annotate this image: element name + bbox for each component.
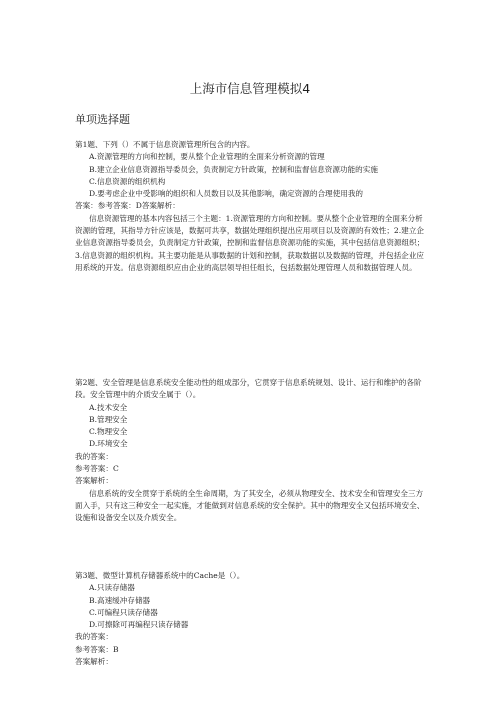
option-b: B.建立企业信息资源指导委员会，负责制定方针政策，控制和监督信息资源功能的实施 [89,164,378,174]
option-d: D.环境安全 [89,439,128,449]
answer-line: 答案：参考答案：D答案解析： [75,201,180,211]
page-title: 上海市信息管理模拟4 [189,81,311,96]
question-stem: 第1题、下列（）不属于信息资源管理所包含的内容。 [75,140,255,149]
option-b: B.高速缓冲存储器 [89,595,151,605]
option-c: C.可编程只读存储器 [89,607,158,617]
option-d: D.可擦除可再编程只读存储器 [89,620,189,630]
option-a: A.技术安全 [89,402,128,412]
reference-answer: 参考答案：B [75,644,119,654]
option-b: B.管理安全 [89,414,128,424]
answer-analysis: 信息系统的安全贯穿于系统的全生命周期，为了其安全，必须从物理安全、技术安全和管理安全三方面入手，只有这三种安全一起实施，才能做到对信息系统的安全保护。其中的物理安全又包括环境安全、设施和设备安全以及介质安全。 [75,488,425,523]
section-title: 单项选择题 [75,113,130,126]
option-c: C.信息资源的组织机构 [89,176,166,186]
question-2 [75,377,430,525]
option-c: C.物理安全 [89,427,128,437]
question-1 [75,139,430,274]
my-answer-label: 我的答案： [75,451,113,461]
analysis-label: 答案解析： [75,657,113,667]
option-a: A.只读存储器 [89,583,135,593]
answer-analysis: 信息资源管理的基本内容包括三个主题：1.资源管理的方向和控制。要从整个企业管理的全面来分析资源的管理，其指导方针应该是，数据可共享，数据处理组织提出应用项目以及资源的有效性；2.建立企业信息资源指导委员会，负责制定方针政策，控制和监督信息资源功能的实施，其中包括信息资源组织；3.信息资源的组织机构。其主要功能是从事数据的计划和控制，获取数据以及数据的管理，并包括企业应用系统的开发。信息资源组织应由企业的高层领导担任组长，包括数据处理管理人员和数据管理人员。 [75,213,425,272]
question-3 [75,570,430,668]
question-stem: 第2题、安全管理是信息系统安全能动性的组成部分，它贯穿于信息系统规划、设计、运行和维护的各阶段。安全管理中的介质安全属于（）。 [75,378,422,400]
analysis-label: 答案解析： [75,476,113,486]
reference-answer: 参考答案：C [75,464,119,474]
option-d: D.要考虑企业中受影响的组织和人员数目以及其他影响，确定资源的合理使用我的 [89,189,364,199]
my-answer-label: 我的答案： [75,632,113,642]
option-a: A.资源管理的方向和控制，要从整个企业管理的全面来分析资源的管理 [89,152,325,162]
question-stem: 第3题、微型计算机存储器系统中的Cache是（）。 [75,571,245,580]
